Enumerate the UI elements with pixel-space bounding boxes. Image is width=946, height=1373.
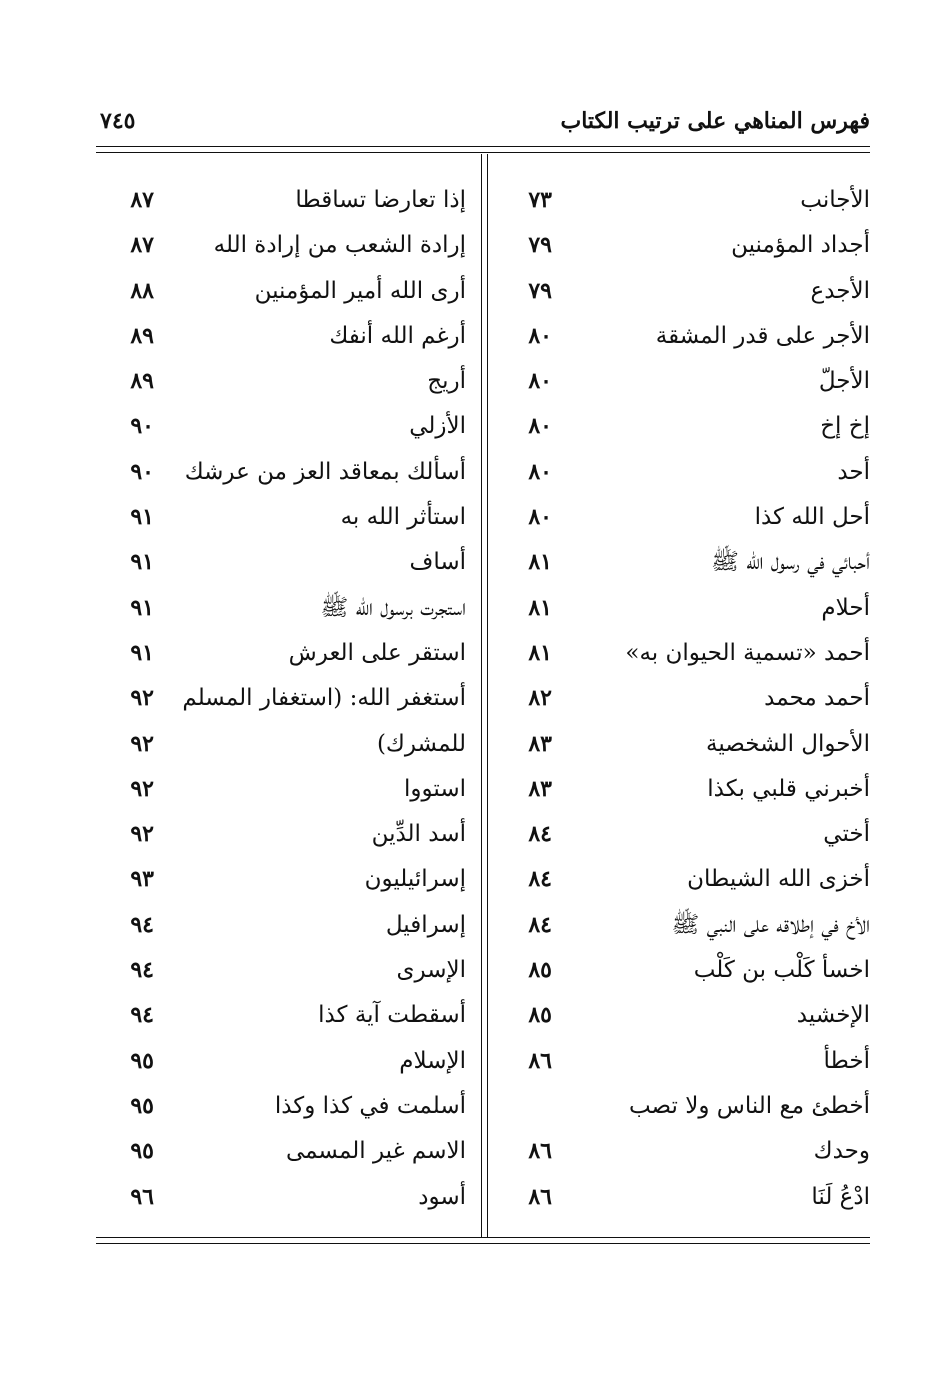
index-term: أريج [427, 368, 466, 395]
index-term: الأحوال الشخصية [706, 730, 870, 757]
index-entry [498, 450, 870, 495]
index-term: إذا تعارضا تساقطا [295, 187, 466, 213]
index-term: أرى الله أمير المؤمنين [254, 277, 466, 304]
index-page-number: ٨٥ [528, 1002, 552, 1029]
index-term: إخ إخ [820, 413, 870, 440]
index-column-left [96, 178, 466, 1220]
index-term: أساف [409, 549, 466, 576]
index-term: وحدك [813, 1138, 870, 1165]
index-entry [498, 993, 870, 1038]
index-entry [96, 404, 466, 449]
index-entry [498, 903, 870, 948]
index-term: أختي [823, 821, 870, 848]
index-term: الإسرى [396, 957, 466, 984]
index-page-number: ٨٧ [130, 232, 154, 259]
index-term: الأخ في إطلاقه على النبي ﷺ [671, 911, 870, 938]
index-page-number: ٩٥ [130, 1047, 154, 1074]
index-entry [96, 993, 466, 1038]
index-entry [498, 1175, 870, 1220]
index-term: أرغم الله أنفك [329, 322, 466, 349]
index-page-number: ٩٣ [130, 866, 154, 893]
index-entry [96, 359, 466, 404]
index-entry [498, 314, 870, 359]
index-page-number: ٩١ [130, 504, 154, 531]
index-entry [96, 767, 466, 812]
index-page-number: ٨٠ [528, 368, 552, 395]
index-term: استجرت برسول الله ﷺ [320, 594, 466, 621]
index-entry [96, 631, 466, 676]
index-page-number: ٨٦ [528, 1047, 552, 1074]
index-term: أحلام [821, 594, 870, 621]
index-entry [498, 586, 870, 631]
index-page-number: ٨٩ [130, 322, 154, 349]
header-rule [96, 146, 870, 153]
index-entry [96, 722, 466, 767]
index-term: أحمد «تسمية الحيوان به» [625, 639, 870, 666]
index-page-number: ٩٤ [130, 957, 154, 984]
index-entry [96, 495, 466, 540]
index-page-number: ٨٤ [528, 911, 552, 938]
index-page-number: ٨٦ [528, 1138, 552, 1165]
index-page-number: ٨١ [528, 639, 552, 666]
index-page-number: ٨١ [528, 594, 552, 621]
index-page-number: ٩١ [130, 549, 154, 576]
index-term: الأجر على قدر المشقة [655, 322, 870, 349]
index-page-number: ٩٠ [130, 458, 154, 485]
index-term: الأجدع [810, 277, 870, 304]
index-entry [498, 540, 870, 585]
index-entry [96, 223, 466, 268]
index-entry [498, 223, 870, 268]
index-page-number: ٩٢ [130, 821, 154, 848]
index-entry [96, 269, 466, 314]
index-entry [498, 1039, 870, 1084]
index-entry [96, 676, 466, 721]
index-term: إسرافيل [385, 911, 466, 938]
index-term: الأزلي [409, 413, 466, 440]
index-term: الاسم غير المسمى [285, 1138, 466, 1165]
index-term: أخبرني قلبي بكذا [707, 775, 870, 802]
index-page-number: ٨٥ [528, 957, 552, 984]
index-page-number: ٩٠ [130, 413, 154, 440]
index-entry [498, 1084, 870, 1129]
index-term: اخسأ كَلْب بن كَلْب [693, 957, 870, 984]
index-entry [498, 676, 870, 721]
index-page-number: ٩٦ [130, 1183, 154, 1210]
index-entry [498, 812, 870, 857]
index-entry [498, 404, 870, 449]
index-page-number: ٩١ [130, 639, 154, 666]
index-term: الأجلّ [818, 368, 870, 395]
index-page-number: ٨٦ [528, 1183, 552, 1210]
index-page-number: ٩٢ [130, 775, 154, 802]
index-page-number: ٨٠ [528, 322, 552, 349]
index-term: إسرائيليون [364, 866, 466, 893]
index-entry [498, 857, 870, 902]
footer-rule [96, 1237, 870, 1244]
column-divider [481, 154, 488, 1237]
index-entry [96, 1129, 466, 1174]
index-page-number: ٩٥ [130, 1138, 154, 1165]
index-page-number: ٩٤ [130, 1002, 154, 1029]
index-term: أحد [837, 458, 870, 485]
index-entry [498, 1129, 870, 1174]
index-entry [96, 1084, 466, 1129]
index-entry [96, 1175, 466, 1220]
index-page-number: ٨١ [528, 549, 552, 576]
page-header [100, 108, 870, 142]
index-entry [498, 948, 870, 993]
index-page-number: ٩١ [130, 594, 154, 621]
index-entry [96, 812, 466, 857]
index-page-number: ٨٠ [528, 413, 552, 440]
index-term: أخطأ [823, 1047, 870, 1074]
index-page-number: ٨٤ [528, 821, 552, 848]
page-title: فهرس المناهي على ترتيب الكتاب [560, 108, 870, 134]
index-entry [96, 948, 466, 993]
index-page-number: ٧٣ [528, 187, 552, 213]
index-page-number: ٨٢ [528, 685, 552, 712]
page-number: ٧٤٥ [100, 108, 136, 134]
index-entry [96, 450, 466, 495]
index-term: أسود [418, 1183, 466, 1210]
index-entry [498, 359, 870, 404]
index-term: إرادة الشعب من إرادة الله [213, 232, 466, 259]
index-page-number: ٧٩ [528, 277, 552, 304]
index-page-number: ٨٤ [528, 866, 552, 893]
index-entry [498, 722, 870, 767]
index-page-number: ٨٩ [130, 368, 154, 395]
index-page-number: ٧٩ [528, 232, 552, 259]
index-page-number: ٨٣ [528, 775, 552, 802]
index-page-number: ٩٥ [130, 1092, 154, 1119]
index-term: الإسلام [399, 1047, 466, 1074]
index-term: استووا [404, 775, 466, 802]
index-term: أخزى الله الشيطان [687, 866, 870, 893]
index-page-number: ٨٨ [130, 277, 154, 304]
index-term: أسقطت آية كذا [318, 1002, 466, 1029]
index-term: استقر على العرش [288, 639, 466, 666]
index-term: استأثر الله به [340, 504, 466, 531]
index-page-number: ٨٠ [528, 458, 552, 485]
index-page-number: ٩٤ [130, 911, 154, 938]
index-term: الإخشيد [796, 1002, 870, 1029]
index-term: ادْعُ لَنَا [811, 1183, 870, 1210]
index-entry [96, 540, 466, 585]
index-page-number: ٨٧ [130, 187, 154, 213]
index-entry [498, 495, 870, 540]
index-page-number: ٩٢ [130, 685, 154, 712]
index-column-right [498, 178, 870, 1220]
index-entry [96, 1039, 466, 1084]
index-term: أسلمت في كذا وكذا [274, 1092, 466, 1119]
index-entry [498, 767, 870, 812]
index-page-number: ٨٠ [528, 504, 552, 531]
index-entry [96, 857, 466, 902]
index-page-number: ٩٢ [130, 730, 154, 757]
index-entry [96, 903, 466, 948]
index-term: أحل الله كذا [754, 504, 870, 531]
index-entry [96, 178, 466, 223]
index-page-number: ٨٣ [528, 730, 552, 757]
index-term: أسألك بمعاقد العز من عرشك [184, 458, 466, 485]
index-term: أحمد محمد [764, 685, 870, 712]
index-term: للمشرك) [376, 730, 466, 757]
index-term: أخطئ مع الناس ولا تصب [628, 1092, 870, 1119]
index-entry [498, 269, 870, 314]
index-entry [96, 586, 466, 631]
index-term: أجداد المؤمنين [731, 232, 870, 259]
index-entry [498, 178, 870, 223]
index-term: أستغفر الله: (استغفار المسلم [182, 685, 466, 712]
index-entry [498, 631, 870, 676]
index-term: أحبائي في رسول الله ﷺ [711, 549, 870, 576]
index-entry [96, 314, 466, 359]
index-term: الأجانب [800, 187, 870, 213]
index-term: أسد الدِّين [371, 821, 466, 848]
